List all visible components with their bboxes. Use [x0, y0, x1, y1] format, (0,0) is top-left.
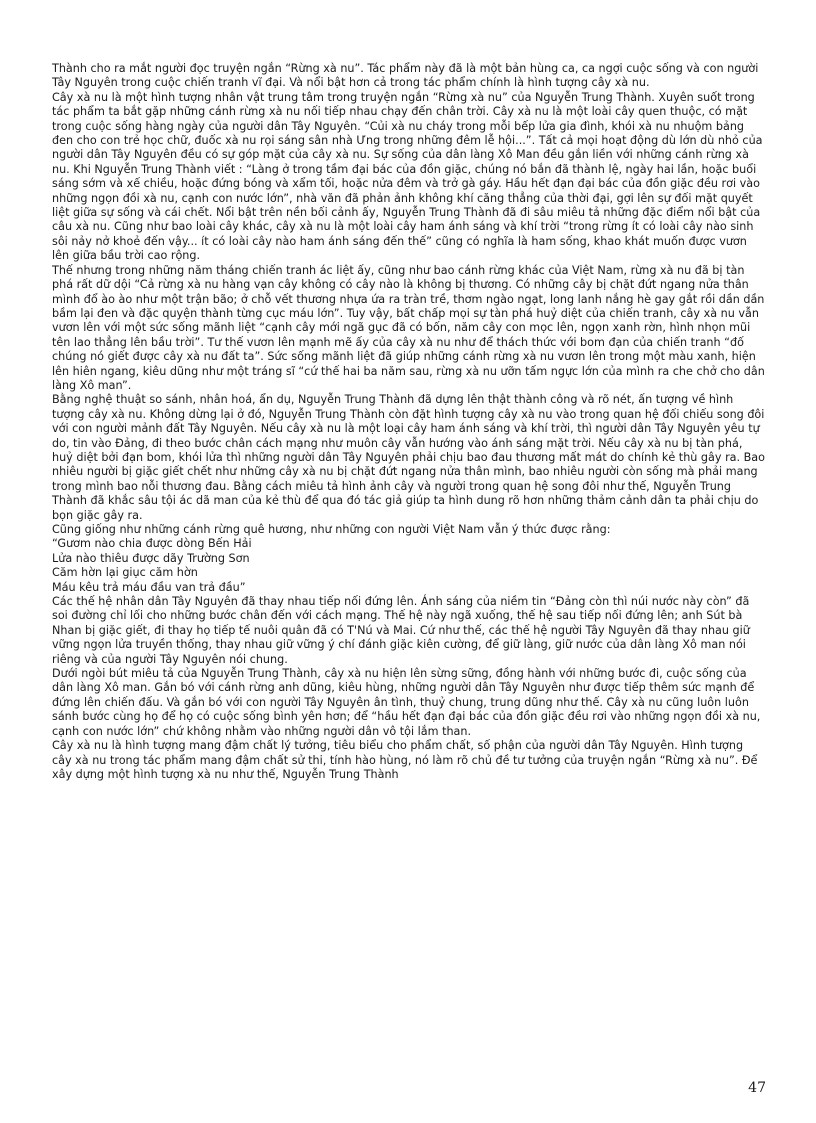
- poem-line: Máu kêu trả máu đầu van trả đầu”: [52, 580, 246, 594]
- paragraph: Các thế hệ nhân dân Tây Nguyên đã thay nhau tiếp nối đứng lên. Ánh sáng của niềm tin “Đảng còn thì núi nước này còn” đã soi đường chỉ lối cho những bước chân đến với cách mạng. Thế hệ này ngã xuống, thế hệ sau tiếp nối đứng lên; anh Sút bà Nhan bị giặc giết, đi thay họ tiếp tế nuôi quân đã có T'Nú và Mai. Cứ như thế, các thế hệ người Tây Nguyên đã thay nhau giữ vững ngọn lửa truyền thống, thay nhau giữ vững ý chí đánh giặc kiên cường, để giữ làng, giữ nước của dân làng Xô man nói riêng và của người Tây Nguyên nói chung.: [52, 595, 750, 666]
- poem-block: [52, 537, 766, 595]
- paragraph: Cây xà nu là một hình tượng nhân vật trung tâm trong truyện ngắn “Rừng xà nu” của Nguyễn Trung Thành. Xuyên suốt trong tác phẩm ta bắt gặp những cánh rừng xà nu nối tiếp nhau chạy đến chân trời. Cây xà nu là một loài cây quen thuộc, có mặt trong cuộc sống hàng ngày của người dân Tây Nguyên. “Củi xà nu cháy trong mỗi bếp lửa gia đình, khói xà nu nhuộm bảng đen cho con trẻ học chữ, đuốc xà nu rọi sáng sân nhà Ưng trong những đêm lễ hội...”. Tất cả mọi hoạt động dù lớn dù nhỏ của người dân Tây Nguyên đều có sự góp mặt của cây xà nu. Sự sống của dân làng Xô Man đều gắn liền với những cánh rừng xà nu. Khi Nguyễn Trung Thành viết : “Làng ở trong tầm đại bác của đồn giặc, chúng nó bắn đã thành lệ, ngày hai lần, hoặc buổi sáng sớm và xế chiều, hoặc đứng bóng và xẩm tối, hoặc nửa đêm và trở gà gáy. Hầu hết đạn đại bác của đồn giặc đều rơi vào những ngọn đồi xà nu, cạnh con nước lớn”, nhà văn đã phản ảnh không khí căng thẳng của thời đại, gợi lên sự đối mặt quyết liệt giữa sự sống và cái chết. Nổi bật trên nền bối cảnh ấy, Nguyễn Trung Thành đã đi sâu miêu tả những đặc điểm nổi bật của câu xà nu. Cũng như bao loài cây khác, cây xà nu là một loài cây ham ánh sáng và khí trời “trong rừng ít có loài cây nào sinh sôi nảy nở khoẻ đến vậy... ít có loài cây nào ham ánh sáng đến thế” cũng có nghĩa là ham sống, khao khát muốn được vươn lên giữa bầu trời cao rộng.: [52, 90, 763, 263]
- document-page: [52, 62, 766, 782]
- poem-line: Lửa nào thiêu được dãy Trường Sơn: [52, 551, 250, 565]
- poem-line: “Gươm nào chia được dòng Bến Hải: [52, 537, 252, 551]
- paragraph: Bằng nghệ thuật so sánh, nhân hoá, ẩn dụ, Nguyễn Trung Thành đã dựng lên thật thành công và rõ nét, ấn tượng về hình tượng cây xà nu. Không dừng lại ở đó, Nguyễn Trung Thành còn đặt hình tượng cây xà nu vào trong quan hệ đối chiếu song đôi với con người mảnh đất Tây Nguyên. Nếu cây xà nu là một loại cây ham ánh sáng và khí trời, thì người dân Tây Nguyên yêu tự do, tin vào Đảng, đi theo bước chân cách mạng như muôn cây vẫn hướng vào ánh sáng mặt trời. Nếu cây xà nu bị tàn phá, huỷ diệt bởi đạn bom, khói lửa thì những người dân Tây Nguyên phải chịu bao đau thương mất mát do chính kẻ thù gây ra. Bao nhiêu người bị giặc giết chết như những cây xà nu bị chặt đứt ngang nửa thân mình, bao nhiêu người còn sống mà phải mang trong mình bao nỗi thương đau. Bằng cách miêu tả hình ảnh cây và người trong quan hệ song đôi như thế, Nguyễn Trung Thành đã khắc sâu tội ác dã man của kẻ thù để qua đó tác giả giúp ta hình dung rõ hơn những thảm cảnh dân ta phải chịu do bọn giặc gây ra.: [52, 393, 766, 522]
- paragraph: Dưới ngòi bút miêu tả của Nguyễn Trung Thành, cây xà nu hiện lên sừng sững, đồng hành với những bước đi, cuộc sống của dân làng Xô man. Gắn bó với cánh rừng anh dũng, kiêu hùng, những người dân Tây Nguyên như được tiếp thêm sức mạnh để đứng lên chiến đấu. Và gắn bó với con người Tây Nguyên ân tình, thuỷ chung, trung dũng như thế. Cây xà nu cũng luôn luôn sánh bước cùng họ để họ có cuộc sống bình yên hơn; để “hầu hết đạn đại bác của đồn giặc đều rơi vào những ngọn đồi xà nu, cạnh con nước lớn” chứ không nhằm vào những người dân vô tội lắm than.: [52, 667, 761, 738]
- paragraph: Thế nhưng trong những năm tháng chiến tranh ác liệt ấy, cũng như bao cánh rừng khác của Việt Nam, rừng xà nu đã bị tàn phá rất dữ dội “Cả rừng xà nu hàng vạn cây không có cây nào là không bị thương. Có những cây bị chặt đứt ngang nửa thân mình đổ ào ào như một trận bão; ở chỗ vết thương nhựa ứa ra tràn trề, thơm ngào ngạt, long lanh nắng hè gay gắt rồi dần dần bầm lại đen và đặc quyện thành từng cục máu lớn”. Tuy vậy, bất chấp mọi sự tàn phá huỷ diệt của chiến tranh, cây xà nu vẫn vươn lên với một sức sống mãnh liệt “cạnh cây mới ngã gục đã có bốn, năm cây con mọc lên, ngọn xanh rờn, hình nhọn mũi tên lao thẳng lên bầu trời”. Tư thế vươn lên mạnh mẽ ấy của cây xà nu như để thách thức với bom đạn của chiến tranh “đố chúng nó giết được cây xà nu đất ta”. Sức sống mãnh liệt đã giúp những cánh rừng xà nu vươn lên trong một màu xanh, hiện lên hiên ngang, kiêu dũng như một tráng sĩ “cứ thế hai ba năm sau, rừng xà nu ưỡn tấm ngực lớn của mình ra che chở cho dân làng Xô man”.: [52, 263, 765, 392]
- paragraph: Cũng giống như những cánh rừng quê hương, như những con người Việt Nam vẫn ý thức được rằng:: [52, 523, 611, 536]
- page-number: 47: [748, 1080, 766, 1096]
- poem-line: Căm hờn lại giục căm hờn: [52, 566, 198, 580]
- paragraph: Thành cho ra mắt người đọc truyện ngắn “Rừng xà nu”. Tác phẩm này đã là một bản hùng ca, ca ngợi cuộc sống và con người Tây Nguyên trong cuộc chiến tranh vĩ đại. Và nổi bật hơn cả trong tác phẩm chính là hình tượng cây xà nu.: [52, 62, 759, 90]
- paragraph: Cây xà nu là hình tượng mang đậm chất lý tưởng, tiêu biểu cho phẩm chất, số phận của người dân Tây Nguyên. Hình tượng cây xà nu trong tác phẩm mang đậm chất sử thi, tính hào hùng, nó làm rõ chủ đề tư tưởng của truyện ngắn “Rừng xà nu”. Để xây dựng một hình tượng xà nu như thế, Nguyễn Trung Thành: [52, 739, 758, 781]
